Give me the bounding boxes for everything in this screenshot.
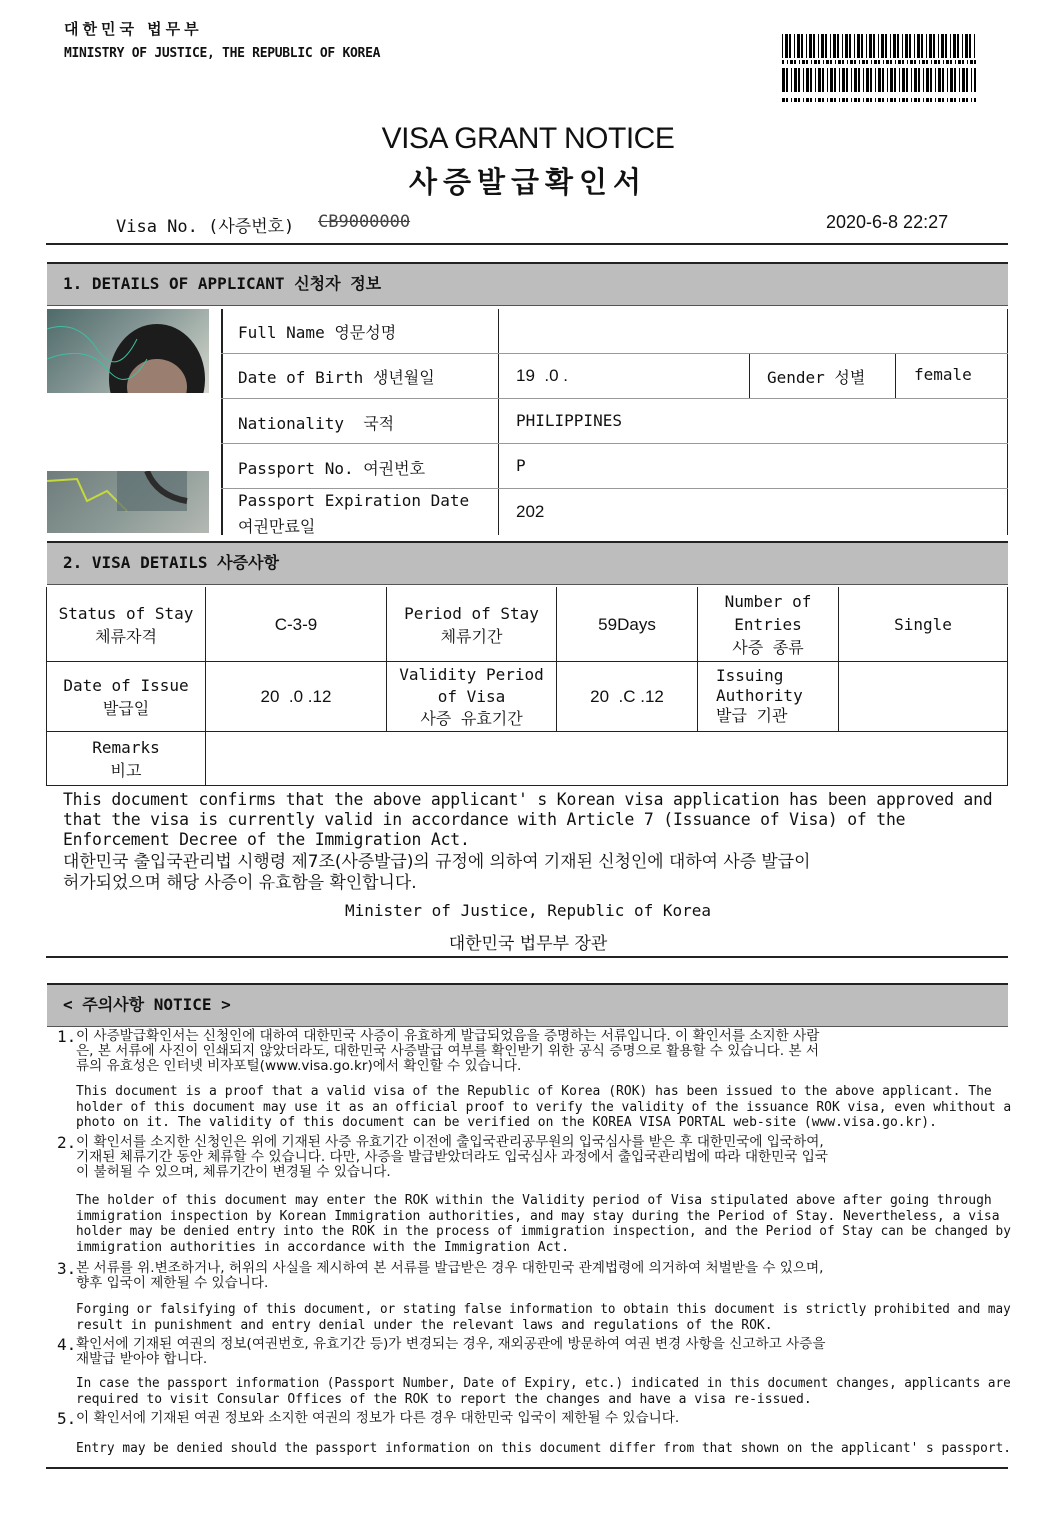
barcode-bar [809,34,812,58]
table-border [221,353,1008,354]
barcode-bar [938,68,941,92]
barcode-bar [782,68,785,92]
notice-line: 본 서류를 위.변조하거나, 허위의 사실을 제시하여 본 서류를 발급받은 경우 대한민국 관계법령에 의거하여 처벌받을 수 있으며, [76,1260,824,1276]
barcode-bar [818,34,819,58]
barcode-bar [803,98,804,102]
barcode-bar [882,98,884,102]
notice-line: 이 확인서에 기재된 여권 정보와 소지한 여권의 정보가 다른 경우 대한민국 입국이 제한될 수 있습니다. [76,1410,680,1426]
section-heading-visa-details: 2. VISA DETAILS 사증사항 [47,541,1008,585]
passport-expiration-value: 202 [516,502,545,521]
barcode-bar [854,98,857,102]
barcode-bar [798,98,800,102]
barcode-bar [897,34,899,58]
barcode-bar [878,98,881,102]
barcode-bar [863,98,864,102]
barcode-bar [907,60,908,64]
barcode-bar [834,98,836,102]
notice-line: 이 사증발급확인서는 신청인에 대하여 대한민국 사증이 유효하게 발급되었음을 증명하는 서류입니다. 이 확인서를 소지한 사람 [76,1028,820,1044]
barcode-bar [859,60,860,64]
barcode-bar [959,98,960,102]
barcode-bar [866,68,869,92]
notice-item-english [76,1376,1011,1407]
barcode-bar [810,68,812,92]
barcode-top [782,34,976,58]
confirmation-text-korean: 대한민국 출입국관리법 시행령 제7조(사증발급)의 규정에 의하여 기재된 신청인에 대하여 사증 발급이 허가되었으며 해당 사증이 유효함을 확인합니다. [63,852,811,893]
barcode-bar [918,68,920,92]
barcode-bar [837,34,839,58]
barcode-bar [950,68,953,92]
barcode-bar [894,98,896,102]
visa-number-value: CB9000000 [318,212,411,232]
barcode-bar [914,34,915,58]
barcode-bar [834,68,836,92]
barcode-bar [839,98,840,102]
notice-line: Forging or falsifying of this document, or stating false information to obtain this document is strictly prohibited and may [76,1302,1011,1317]
barcode-bar [851,68,852,92]
barcode-bar [786,98,788,102]
barcode-bar [846,68,848,92]
notice-item-number: 5. [57,1409,77,1428]
barcode-bar [909,34,911,58]
barcode-bar [910,60,913,64]
barcode-bar [850,60,853,64]
date-of-birth-value: 19 .0 . [516,366,568,385]
status-of-stay-label: Status of Stay 체류자격 [58,603,194,646]
barcode-bar [938,60,940,64]
barcode-bar [905,34,908,58]
issue-timestamp: 2020-6-8 22:27 [826,212,949,232]
barcode-bar [917,34,920,58]
barcode-bar [943,60,944,64]
notice-line: 재발급 받아야 합니다. [76,1351,208,1367]
barcode-bar [926,98,929,102]
barcode-bar [794,68,797,92]
date-of-issue-value: 20 .0 .12 [260,686,332,706]
notice-line: This document is a proof that a valid visa of the Republic of Korea (ROK) has been issued to the above applicant. The [76,1084,992,1099]
barcode-bar [797,34,800,58]
barcode-bar [861,34,863,58]
barcode-bar [785,34,788,58]
barcode-bar [931,60,932,64]
barcode-bar [962,34,963,58]
barcode-bar [882,68,884,92]
notice-line: 확인서에 기재된 여권의 정보(여권번호, 유효기간 등)가 변경되는 경우, 재외공관에 방문하여 여권 변경 사항을 신고하고 사증을 [76,1336,826,1352]
barcode-bar [847,60,848,64]
applicant-photo-bottom [47,471,209,533]
passport-number-label: Passport No. 여권번호 [238,459,426,478]
issuing-authority-value [839,662,1007,731]
barcode-bar [950,34,951,58]
barcode-bar [823,60,824,64]
table-border [46,785,1008,786]
barcode-bar [962,68,965,92]
barcode-bar [935,98,936,102]
barcode-bar [826,60,829,64]
nationality-label: Nationality 국적 [238,414,395,433]
barcode-bar [838,60,841,64]
barcode-bar [845,34,848,58]
barcode-bar [782,34,783,58]
barcode-bar [914,98,917,102]
barcode-bar [806,98,809,102]
barcode-bar [930,68,932,92]
notice-line: 기재된 체류기간 동안 체류할 수 있습니다. 다만, 사증을 발급받았더라도 입국심사 과정에서 출입국관리법에 따라 대한민국 입국 [76,1149,828,1165]
passport-expiration-label: Passport Expiration Date [238,491,470,510]
barcode-bar [895,60,896,64]
barcode-bar [878,60,880,64]
barcode-bar [810,98,812,102]
barcode-bar [825,34,827,58]
barcode-bar [934,60,937,64]
barcode-bar [974,34,975,58]
gender-value: female [914,365,972,384]
barcode-bar [830,68,833,92]
barcode-bar [875,68,876,92]
number-of-entries-label: Number of Entries 사증 종류 [724,592,812,657]
notice-item-korean [76,1261,1011,1291]
barcode-bar [906,68,908,92]
period-of-stay-value: 59Days [598,614,656,634]
barcode-bar [911,68,912,92]
notice-item-korean [76,1029,1011,1074]
barcode-bar [794,60,796,64]
barcode-bar [791,68,792,92]
notice-line: 류의 유효성은 인터넷 비자포털(www.visa.go.kr)에서 확인할 수 있습니다. [76,1058,522,1074]
barcode-bar [974,98,976,102]
barcode-bar [873,34,875,58]
barcode-bar [787,60,788,64]
barcode-bar [866,60,868,64]
notice-line: 향후 입국이 제한될 수 있습니다. [76,1275,269,1291]
barcode-bar [830,98,833,102]
barcode-bar [929,34,932,58]
barcode-bar [827,98,828,102]
barcode-bar [966,68,968,92]
status-of-stay-value: C-3-9 [274,614,318,634]
table-border [221,309,223,535]
barcode-bar [818,98,821,102]
barcode-bar [965,34,968,58]
barcode-bar [818,68,821,92]
barcode-bar [835,60,836,64]
section-heading-notice: < 주의사항 NOTICE > [47,983,1008,1027]
barcode-bar [890,34,891,58]
validity-period-label: Validity Period of Visa 사증 유효기간 [399,664,544,728]
notice-item-number: 2. [57,1133,77,1152]
passport-number-value: P [516,456,526,475]
photo-hair-shape [47,309,209,393]
barcode-bar [806,68,809,92]
barcode-bar [935,68,936,92]
notice-item-number: 1. [57,1027,77,1046]
barcode-bar [914,68,917,92]
table-border [895,353,896,398]
barcode-bar [871,60,872,64]
notice-line: immigration authorities in accordance with the Immigration Act. [76,1239,570,1255]
notice-item-english [76,1441,1011,1457]
barcode-bar [971,68,972,92]
barcode-bar [887,98,888,102]
barcode-bar [974,68,976,92]
notice-line: 이 불허될 수 있으며, 체류기간이 변경될 수 있습니다. [76,1164,391,1180]
barcode-bar [846,98,848,102]
validity-period-value: 20 .C .12 [590,686,664,706]
notice-line: 이 확인서를 소지한 신청인은 위에 기재된 사증 유효기간 이전에 출입국관리공무원의 입국심사를 받은 후 대한민국에 입국하여, [76,1134,824,1150]
barcode-bar [842,98,845,102]
barcode-bar [815,68,816,92]
barcode-bar [954,68,956,92]
notice-item-english [76,1084,1011,1131]
barcode-bar [899,98,900,102]
barcode-bar [923,98,924,102]
barcode-bar [811,60,812,64]
notice-line: holder may be denied entry into the ROK in the process of immigration inspection, and the Period of Stay can be changed by [76,1224,1011,1239]
barcode-bar [794,34,795,58]
barcode-bar [957,34,959,58]
document-title-korean: 사증발급확인서 [408,165,648,199]
barcode-bar [974,60,976,64]
barcode-top-guard [782,60,976,64]
barcode-bar [866,98,869,102]
confirmation-text-english: This document confirms that the above applicant' s Korean visa application has been approved and that the visa is currently valid in accordance with Article 7 (Issuance of Visa) of the Enforcement Decree of the Immigration Act. [63,790,993,849]
barcode-bar [874,60,877,64]
barcode-bar [966,98,968,102]
barcode-bar [926,68,929,92]
barcode-bar [933,34,935,58]
barcode-bar [842,60,844,64]
barcode-bar [962,60,964,64]
barcode-bar [923,68,924,92]
barcode-bar [887,68,888,92]
barcode-bar [878,68,881,92]
period-of-stay-label: Period of Stay 체류기간 [404,603,539,646]
barcode-bar [941,34,944,58]
barcode-bar [953,34,956,58]
barcode-bar [822,68,824,92]
barcode-bar [967,60,968,64]
notice-item-number: 4. [57,1335,77,1354]
table-border [221,443,1008,444]
document-title-english: VISA GRANT NOTICE [381,122,675,155]
barcode-bar [945,34,947,58]
table-border [221,488,1008,489]
barcode-bar [898,60,901,64]
barcode-bar [902,98,905,102]
notice-item-english [76,1302,1011,1333]
barcode-bar [942,98,944,102]
barcode-bar [818,60,820,64]
barcode-bar [789,34,791,58]
section-heading-applicant: 1. DETAILS OF APPLICANT 신청자 정보 [47,262,1008,306]
barcode-bar [798,68,800,92]
notice-line: photo on it. The validity of this document can be verified on the KOREA VISA PORTAL web-site (www.visa.go.kr). [76,1115,937,1130]
barcode-bar [869,34,872,58]
table-border [1007,587,1008,786]
barcode-bar [854,60,856,64]
barcode-bar [938,34,939,58]
remarks-label: Remarks 비고 [92,737,160,780]
barcode-bar [950,98,953,102]
ministry-name-english: MINISTRY OF JUSTICE, THE REPUBLIC OF KOREA [64,46,381,61]
issuing-authority-label: Issuing Authority 발급 기관 [716,666,803,725]
barcode-bar [919,60,920,64]
barcode-bar [806,34,807,58]
barcode-bar [803,68,804,92]
notice-item-number: 3. [57,1259,77,1278]
notice-item-korean [76,1135,1011,1180]
barcode-bar [821,34,824,58]
notice-item-english [76,1193,1011,1255]
barcode-bar [890,98,893,102]
barcode-bar [902,60,904,64]
barcode-bar [930,98,932,102]
barcode-bar [947,98,948,102]
notice-item-korean [76,1411,1011,1426]
notice-line: In case the passport information (Passport Number, Date of Expiry, etc.) indicated in this document changes, applicants are [76,1376,1011,1391]
barcode-bar [842,34,843,58]
barcode-bar [870,98,872,102]
barcode-bar [833,34,836,58]
barcode-bar [857,34,860,58]
barcode-bar [902,34,903,58]
barcode-bar [851,98,852,102]
barcode-bar [802,60,805,64]
notice-line: The holder of this document may enter the ROK within the Validity period of Visa stipulated above after going through [76,1193,992,1208]
barcode-bar [815,98,816,102]
barcode-bar [854,68,857,92]
barcode-bar [918,98,920,102]
barcode-bar [962,98,965,102]
barcode-bar [947,68,948,92]
barcode-bar [842,68,845,92]
barcode-bar [959,68,960,92]
signatory-english: Minister of Justice, Republic of Korea [344,901,712,920]
number-of-entries-value: Single [894,615,952,634]
barcode-bar [883,60,884,64]
barcode-bar [801,34,803,58]
barcode-bar [954,98,956,102]
barcode-bar [849,34,851,58]
barcode-bar [790,60,793,64]
barcode-bar [799,60,800,64]
barcode-bar [858,98,860,102]
barcode-bar [938,98,941,102]
applicant-photo-top [47,309,209,393]
barcode-bar [854,34,855,58]
barcode-bar [885,34,887,58]
barcode-bar [890,68,893,92]
full-name-label: Full Name 영문성명 [238,323,397,342]
barcode-bar [862,60,865,64]
barcode-bar [899,68,900,92]
barcode-bar [894,68,896,92]
barcode-bar [839,68,840,92]
gender-label: Gender 성별 [767,368,866,387]
barcode-bar [950,60,952,64]
barcode-bar [946,60,949,64]
barcode-bar [890,60,892,64]
barcode-bar [827,68,828,92]
passport-expiration-label-korean: 여권만료일 [238,517,316,536]
barcode-bar [926,60,928,64]
barcode-bar [786,68,788,92]
notice-item-korean [76,1337,1011,1367]
barcode-bar [881,34,884,58]
table-border [749,353,750,398]
barcode-bar [902,68,905,92]
barcode-bar [878,34,879,58]
nationality-value: PHILIPPINES [516,411,622,430]
barcode-bottom [782,68,976,92]
barcode-bar [782,98,785,102]
date-of-issue-label: Date of Issue 발급일 [63,675,189,718]
divider [46,1467,1008,1469]
barcode-bar [830,34,831,58]
barcode-bar [942,68,944,92]
ministry-name-korean: 대한민국 법무부 [64,20,203,38]
barcode-bar [914,60,916,64]
table-border [221,398,1008,399]
divider [46,956,1008,958]
barcode-bar [893,34,896,58]
barcode-bar [782,60,784,64]
barcode-bar [830,60,832,64]
visa-number-label: Visa No. (사증번호) [116,217,295,237]
barcode-bar [791,98,792,102]
barcode-bar [863,68,864,92]
barcode-bar [866,34,867,58]
table-border [1007,309,1008,535]
notice-line: required to visit Consular Offices of the ROK to report the changes and have a visa re-issued. [76,1391,812,1407]
barcode-bar [921,34,923,58]
table-border [498,309,499,535]
notice-line: result in punishment and entry denial under the relevant laws and regulations of the ROK. [76,1317,773,1333]
barcode-bar [806,60,808,64]
barcode-bar [794,98,797,102]
notice-line: 은, 본 서류에 사진이 인쇄되지 않았더라도, 대한민국 사증발급 여부를 확인받기 위한 공식 증명으로 활용할 수 있습니다. 본 서 [76,1043,819,1059]
photo-collar-shape [47,471,209,533]
barcode-bar [970,60,973,64]
date-of-birth-label: Date of Birth 생년월일 [238,368,435,387]
barcode-bar [922,60,925,64]
barcode-bottom-guard [782,98,976,102]
barcode-bar [906,98,908,102]
barcode-bar [814,60,817,64]
barcode-bar [971,98,972,102]
barcode-bar [969,34,971,58]
signatory-korean: 대한민국 법무부 장관 [448,934,608,954]
barcode-bar [822,98,824,102]
notice-line: immigration inspection by Korean Immigration authorities, and may stay during the Period of Stay. Nevertheless, a visa [76,1208,1000,1224]
notice-line: Entry may be denied should the passport information on this document differ from that shown on the applicant' s passport. [76,1441,1012,1456]
notice-line: holder of this document may use it as an official proof to verify the validity of the issuance ROK visa, even whithout a [76,1099,1012,1115]
barcode-bar [926,34,927,58]
barcode-bar [858,68,860,92]
barcode-bar [870,68,872,92]
barcode-bar [958,60,961,64]
barcode-bar [875,98,876,102]
divider [46,243,1008,245]
barcode-bar [813,34,815,58]
barcode-bar [955,60,956,64]
barcode-bar [886,60,889,64]
barcode-bar [911,98,912,102]
